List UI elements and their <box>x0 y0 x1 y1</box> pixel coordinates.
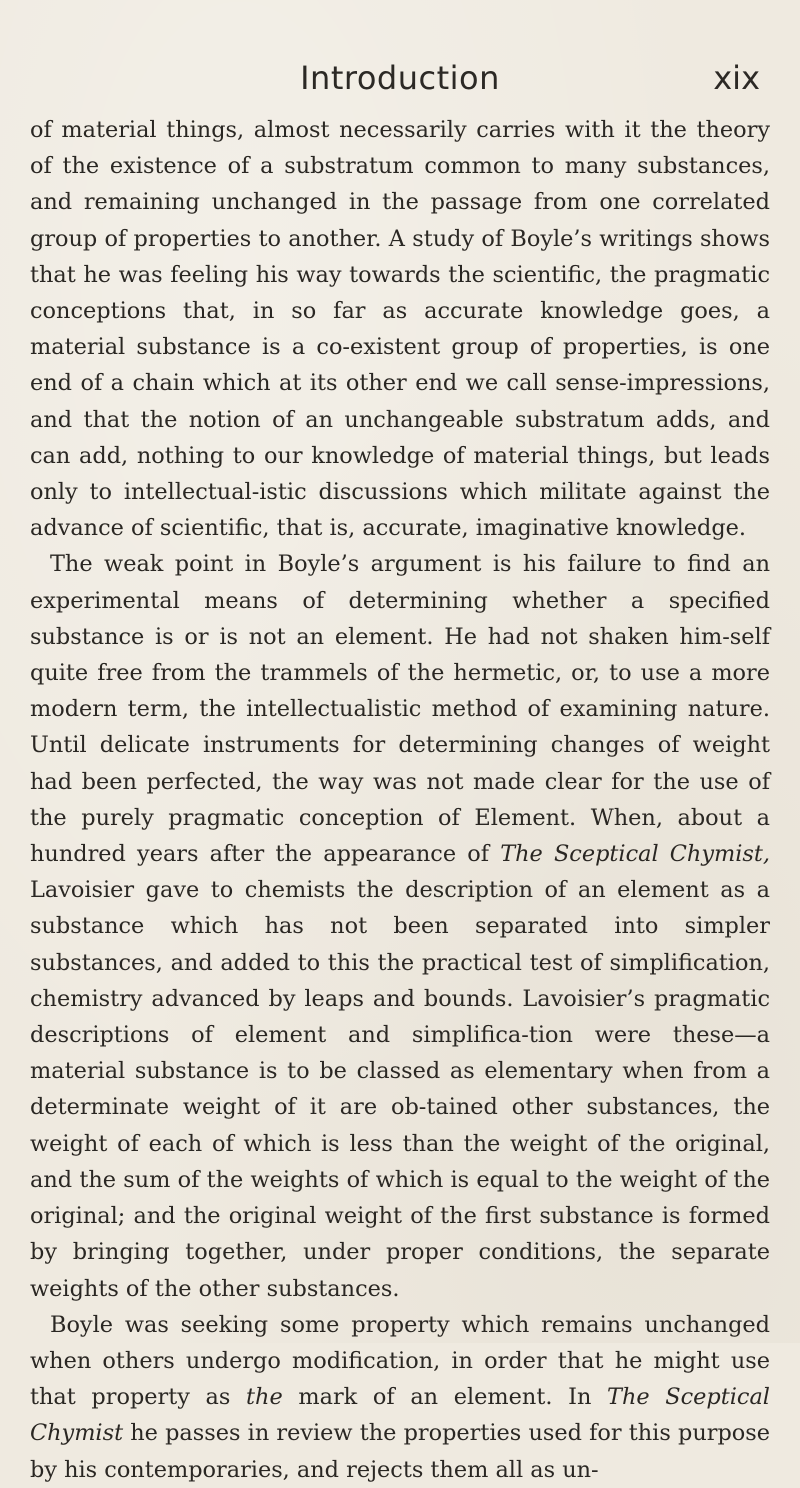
paragraph-1-text: of material things, almost necessarily carries with it the theory of the existence of a substratum common to many substances, and remaining unchanged in the passage from one correlated group of properties to another. A study of Boyle’s writings shows that he was feeling his way towards the scientific, the pragmatic conceptions that, in so far as accurate knowledge goes, a material substance is a co-existent group of properties, is one end of a chain which at its other end we call sense-impressions, and that the notion of an unchangeable substratum adds, and can add, nothing to our knowledge of material things, but leads only to intellectual-istic discussions which militate against the advance of scientific, that is, accurate, imaginative knowledge. <box>30 117 770 542</box>
body-text <box>30 112 770 1488</box>
paragraph-3 <box>30 1307 770 1488</box>
paragraph-3-text-c: he passes in review the properties used for this purpose by his contemporaries, and rejects them all as un- <box>30 1420 770 1483</box>
book-title-italic-2: The Sceptical Chymist <box>30 1384 770 1447</box>
running-head-title: Introduction <box>300 59 500 97</box>
paragraph-2-text-a: The weak point in Boyle’s argument is his failure to find an experimental means of determining whether a specified substance is or is not an element. He had not shaken him-self quite free from the trammels of the hermetic, or, to use a more modern term, the intellectualistic method of examining nature. Until delicate instruments for determining changes of weight had been perfected, the way was not made clear for the use of the purely pragmatic conception of Element. When, about a hundred years after the appearance of <box>30 551 770 868</box>
paragraph-2 <box>30 546 770 1306</box>
book-title-italic: The Sceptical Chymist, <box>500 841 771 868</box>
paragraph-3-text-a: Boyle was seeking some property which remains unchanged when others undergo modification, in order that he might use that property as <box>30 1311 770 1411</box>
running-head <box>30 0 770 112</box>
emphasis-the: the <box>246 1384 283 1411</box>
page-number: xix <box>713 59 760 97</box>
paragraph-2-text-b: Lavoisier gave to chemists the description of an element as a substance which has not been separated into simpler substances, and added to this the practical test of simplification, chemistry advanced by leaps and bounds. Lavoisier’s pragmatic descriptions of element and simplifica-tion were these—a material substance is to be classed as elementary when from a determinate weight of it are ob-tained other substances, the weight of each of which is less than the weight of the original, and the sum of the weights of which is equal to the weight of the original; and the original weight of the first substance is formed by bringing together, under proper conditions, the separate weights of the other substances. <box>30 877 770 1302</box>
paragraph-1 <box>30 112 770 546</box>
paragraph-3-text-b: mark of an element. In <box>282 1384 608 1411</box>
